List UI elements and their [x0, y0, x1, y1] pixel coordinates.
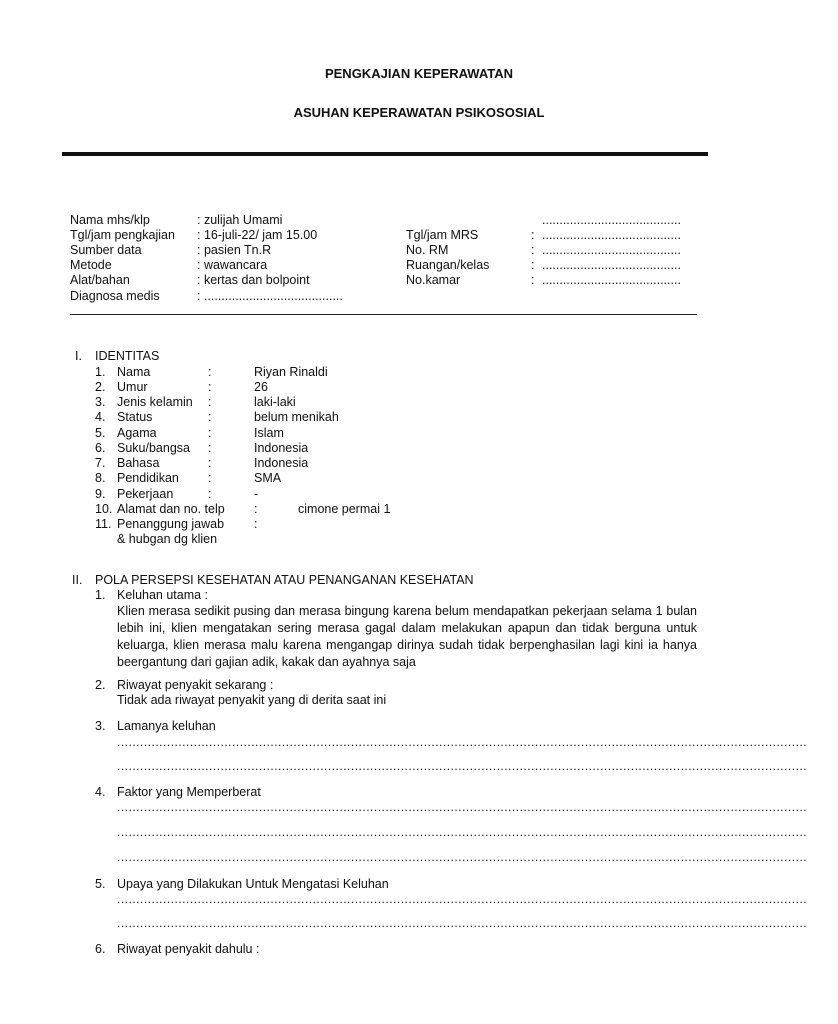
- item-colon: :: [254, 517, 258, 531]
- header-divider: [62, 152, 708, 156]
- question-label: Keluhan utama :: [117, 588, 209, 602]
- item-colon: :: [208, 441, 212, 455]
- answer-text: Klien merasa sedikit pusing dan merasa bingung karena belum mendapatkan pekerjaan selama 1 bulan lebih ini, klien mengatakan sering merasa gagal dalam melakukan apapun dan tidak berguna untuk keluarga, klien merasa malu karena mengangap dirinya sudah tidak berpenghasilan lagi kini ia hanya beergantung dari gajian adik, kakak dan ayahnya saja: [117, 604, 697, 669]
- item-label-continued: & hubgan dg klien: [117, 532, 218, 546]
- section-heading: IDENTITAS: [95, 349, 160, 363]
- info-colon: :: [531, 243, 535, 257]
- item-colon: :: [208, 426, 212, 440]
- question-label: Lamanya keluhan: [117, 719, 216, 733]
- info-value: : kertas dan bolpoint: [197, 273, 310, 287]
- item-label: Suku/bangsa: [117, 441, 190, 455]
- info-colon: :: [531, 228, 535, 242]
- info-value: : ........................................: [197, 289, 343, 303]
- item-colon: :: [254, 502, 258, 516]
- info-label: Sumber data: [70, 243, 142, 257]
- item-label: Nama: [117, 365, 151, 379]
- item-value: Indonesia: [254, 441, 309, 455]
- blank-line: ....................................................................................................................................................................................: [117, 735, 808, 749]
- blank-line: ....................................................................................................................................................................................: [117, 825, 808, 839]
- item-number: 4.: [95, 410, 106, 424]
- item-colon: :: [208, 395, 212, 409]
- question-label: Faktor yang Memperberat: [117, 785, 261, 799]
- question-number: 4.: [95, 785, 106, 799]
- info-value: ........................................: [542, 243, 681, 257]
- item-label: Penanggung jawab: [117, 517, 225, 531]
- info-value: : 16-juli-22/ jam 15.00: [197, 228, 318, 242]
- item-number: 5.: [95, 426, 106, 440]
- blank-line: ....................................................................................................................................................................................: [117, 759, 808, 773]
- info-colon: :: [531, 273, 535, 287]
- item-number: 2.: [95, 380, 106, 394]
- item-label: Jenis kelamin: [117, 395, 193, 409]
- info-value: ........................................: [542, 228, 681, 242]
- info-label: No. RM: [406, 243, 449, 257]
- blank-line: ....................................................................................................................................................................................: [117, 892, 808, 906]
- question-label: Riwayat penyakit dahulu :: [117, 942, 260, 956]
- question-label: Upaya yang Dilakukan Untuk Mengatasi Keluhan: [117, 877, 389, 891]
- item-value: Riyan Rinaldi: [254, 365, 328, 379]
- info-value: : pasien Tn.R: [197, 243, 272, 257]
- item-value: Indonesia: [254, 456, 309, 470]
- item-label: Bahasa: [117, 456, 160, 470]
- item-label: Agama: [117, 426, 157, 440]
- info-label: Tgl/jam pengkajian: [70, 228, 175, 242]
- blank-line: ....................................................................................................................................................................................: [117, 850, 808, 864]
- info-label: Tgl/jam MRS: [406, 228, 479, 242]
- item-number: 7.: [95, 456, 106, 470]
- question-number: 3.: [95, 719, 106, 733]
- item-colon: :: [208, 487, 212, 501]
- info-label: Nama mhs/klp: [70, 213, 150, 227]
- page-title: PENGKAJIAN KEPERAWATAN: [324, 66, 514, 81]
- item-number: 10.: [95, 502, 113, 516]
- info-label: Alat/bahan: [70, 273, 130, 287]
- item-colon: :: [208, 456, 212, 470]
- info-value: ........................................: [542, 213, 681, 227]
- answer-text: Tidak ada riwayat penyakit yang di derita saat ini: [117, 693, 387, 707]
- question-number: 6.: [95, 942, 106, 956]
- question-number: 1.: [95, 588, 106, 602]
- item-number: 6.: [95, 441, 106, 455]
- info-label: No.kamar: [406, 273, 461, 287]
- item-number: 11.: [95, 517, 112, 531]
- item-value: cimone permai 1: [298, 502, 391, 516]
- item-number: 3.: [95, 395, 106, 409]
- section-number: I.: [75, 349, 82, 363]
- info-value: : zulijah Umami: [197, 213, 283, 227]
- item-number: 8.: [95, 471, 106, 485]
- blank-line: ....................................................................................................................................................................................: [117, 800, 808, 814]
- item-colon: :: [208, 365, 212, 379]
- info-label: Diagnosa medis: [70, 289, 160, 303]
- item-label: Umur: [117, 380, 148, 394]
- item-label: Status: [117, 410, 153, 424]
- info-divider: [70, 314, 697, 315]
- info-colon: :: [531, 258, 535, 272]
- item-value: 26: [254, 380, 268, 394]
- question-label: Riwayat penyakit sekarang :: [117, 678, 274, 692]
- item-value: belum menikah: [254, 410, 339, 424]
- item-colon: :: [208, 380, 212, 394]
- question-number: 2.: [95, 678, 106, 692]
- blank-line: ....................................................................................................................................................................................: [117, 916, 808, 930]
- item-value: laki-laki: [254, 395, 296, 409]
- item-value: -: [254, 487, 259, 501]
- item-value: Islam: [254, 426, 284, 440]
- item-number: 1.: [95, 365, 106, 379]
- info-label: Ruangan/kelas: [406, 258, 490, 272]
- item-label: Pekerjaan: [117, 487, 174, 501]
- page-subtitle: ASUHAN KEPERAWATAN PSIKOSOSIAL: [293, 105, 545, 120]
- item-label: Pendidikan: [117, 471, 179, 485]
- item-label: Alamat dan no. telp: [117, 502, 225, 516]
- item-colon: :: [208, 410, 212, 424]
- item-number: 9.: [95, 487, 106, 501]
- item-colon: :: [208, 471, 212, 485]
- info-value: ........................................: [542, 258, 681, 272]
- info-value: : wawancara: [197, 258, 268, 272]
- section-number: II.: [72, 573, 83, 587]
- item-value: SMA: [254, 471, 282, 485]
- section-heading: POLA PERSEPSI KESEHATAN ATAU PENANGANAN KESEHATAN: [95, 573, 474, 587]
- info-value: ........................................: [542, 273, 681, 287]
- info-label: Metode: [70, 258, 112, 272]
- question-number: 5.: [95, 877, 106, 891]
